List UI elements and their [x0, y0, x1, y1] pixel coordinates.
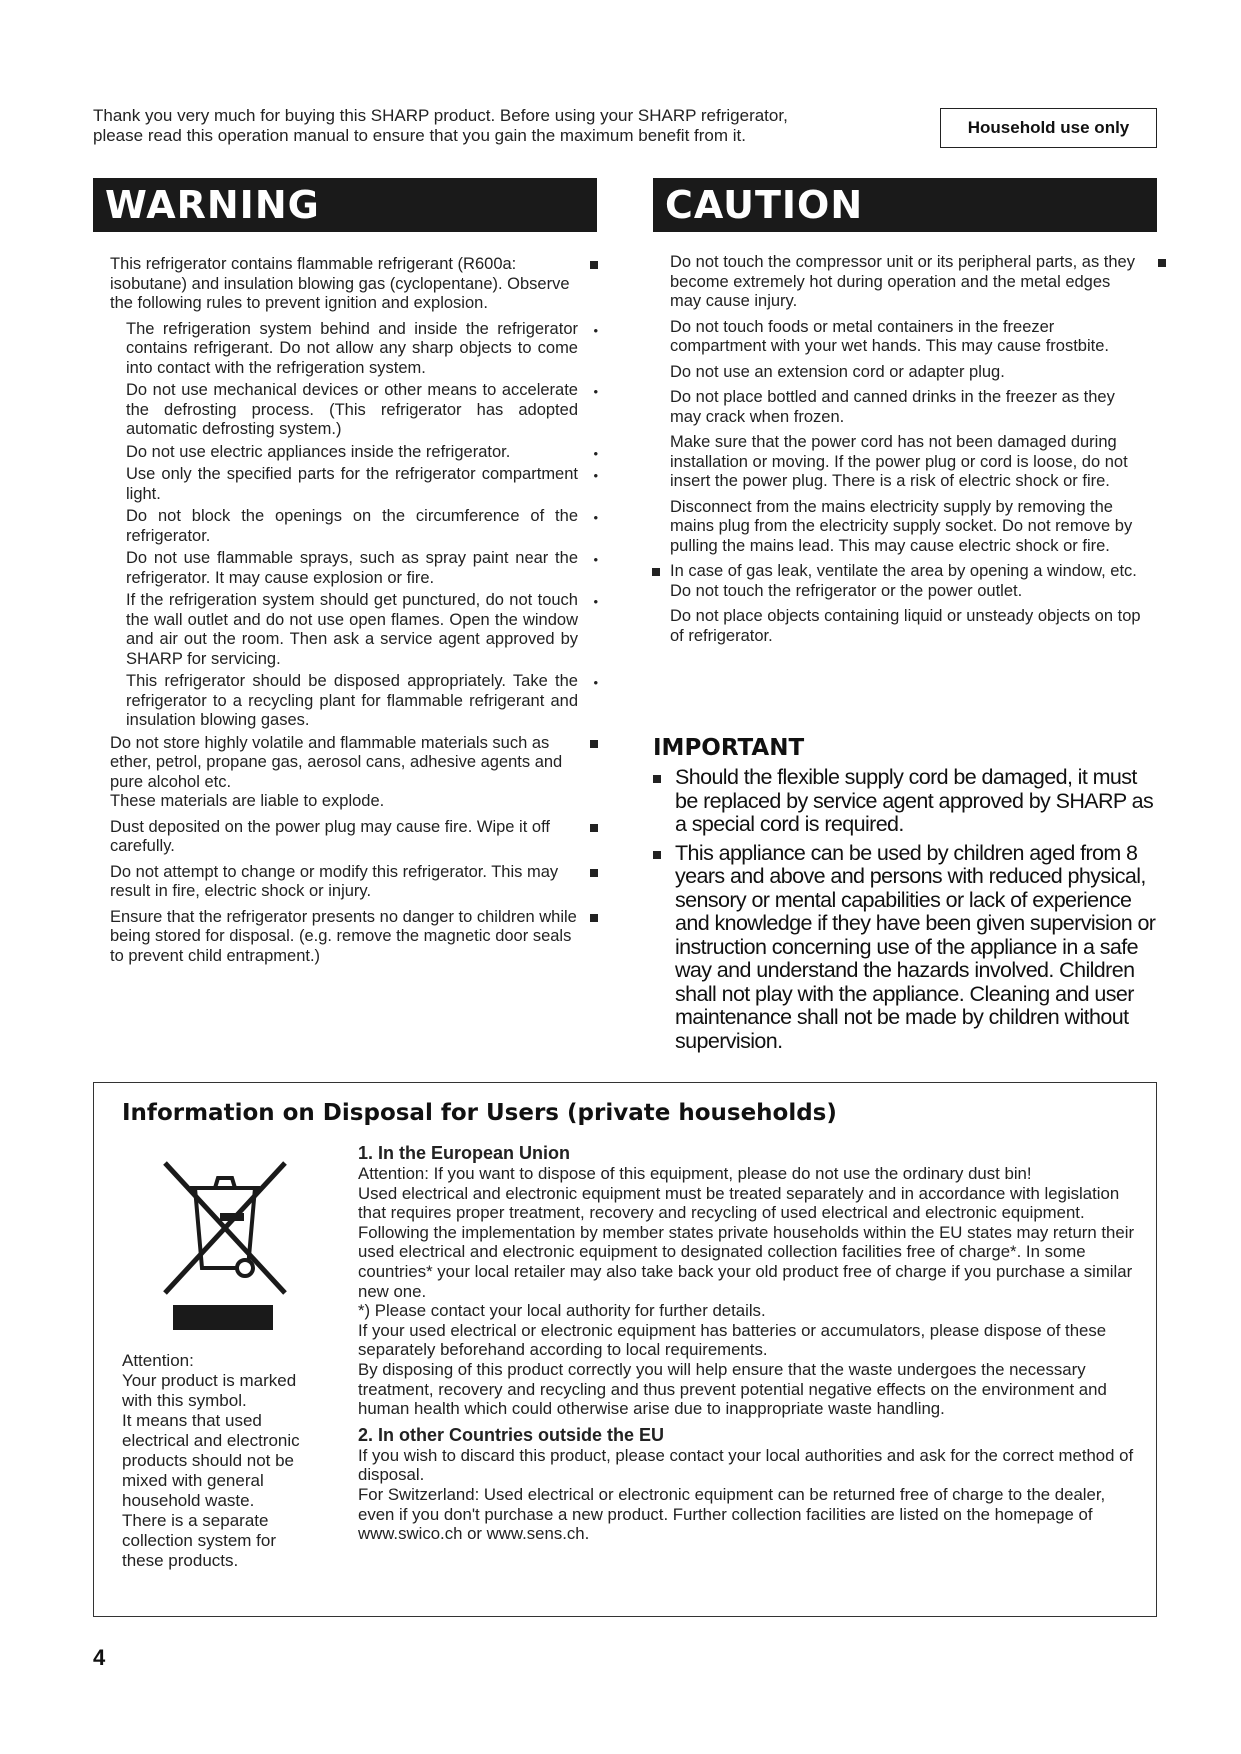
crossed-out-wheelie-bin-icon: [160, 1158, 290, 1298]
dot-bullet-icon: •: [593, 510, 598, 525]
page-number: 4: [93, 1645, 106, 1670]
intro-line-1: Thank you very much for buying this SHARP product. Before using your SHARP refrigerator,: [93, 106, 788, 125]
square-bullet-icon: [590, 740, 598, 748]
warning-banner: WARNING: [93, 178, 597, 232]
caution-item: [670, 388, 1160, 427]
square-bullet-icon: [590, 914, 598, 922]
eu-paragraph: Following the implementation by member states private households within the EU states may return their used electrical and electronic equipment to designated collection facilities free of charge*. In some countries* your local retailer may also take back your old product free of charge if you purchase a similar new one.: [358, 1222, 1135, 1301]
caution-item-text: Make sure that the power cord has not been damaged during installation or moving. If the power plug or cord is loose, do not insert the power plug. There is a risk of electric shock or fire.: [670, 433, 1128, 490]
warning-sub-item: [126, 443, 604, 463]
caution-item: [670, 607, 1160, 646]
warning-sub-item: [126, 507, 604, 546]
caution-gas-leak-item: [650, 562, 1160, 601]
warning-sub-item: [126, 672, 604, 731]
dot-bullet-icon: •: [593, 594, 598, 609]
eu-paragraph: Used electrical and electronic equipment must be treated separately and in accordance with legislation that requires proper treatment, recovery and recycling of used electrical and electronic equipment.: [358, 1183, 1120, 1223]
important-item: [653, 842, 1158, 1054]
square-bullet-icon: [590, 869, 598, 877]
caution-item: [670, 433, 1160, 492]
disposal-title: Information on Disposal for Users (private households): [122, 1100, 837, 1126]
square-bullet-icon: [652, 568, 660, 576]
warning-item: [110, 863, 604, 902]
caution-item-text: Do not place objects containing liquid or unsteady objects on top of refrigerator.: [670, 607, 1141, 645]
important-heading: IMPORTANT: [653, 735, 805, 761]
caution-item: [670, 318, 1160, 357]
square-bullet-icon: [590, 824, 598, 832]
warning-section: [110, 255, 604, 972]
disposal-text: [358, 1143, 1138, 1544]
warning-item-text: Do not store highly volatile and flammable materials such as ether, petrol, propane gas, aerosol cans, adhesive agents and pure alcohol etc. These materials are liable to explode.: [110, 733, 563, 810]
weee-bar: [173, 1305, 273, 1330]
warning-item-text: Dust deposited on the power plug may cause fire. Wipe it off carefully.: [110, 817, 550, 855]
warning-item: [110, 908, 604, 967]
caution-item: [670, 363, 1160, 383]
dot-bullet-icon: •: [593, 445, 598, 461]
warning-lead: [110, 255, 604, 314]
disposal-attention-note: Attention: Your product is marked with this symbol. It means that used electrical and electronic products should not be mixed with general household waste. There is a separate collection system for these products.: [122, 1351, 300, 1570]
non-eu-paragraph: If you wish to discard this product, please contact your local authorities and ask for the correct method of disposal.: [358, 1445, 1134, 1485]
warning-lead-text: This refrigerator contains flammable refrigerant (R600a: isobutane) and insulation blowing gas (cyclopentane). Observe the following rules to prevent ignition and explosion.: [110, 255, 570, 312]
caution-item-text: Disconnect from the mains electricity supply by removing the mains plug from the electricity supply socket. Do not remove by pulling the mains lead. This may cause electric shock or fire.: [670, 497, 1133, 555]
caution-banner: CAUTION: [653, 178, 1157, 232]
caution-item-text: Do not touch the compressor unit or its peripheral parts, as they become extremely hot during operation and the metal edges may cause injury.: [670, 253, 1135, 310]
caution-item-text: Do not use an extension cord or adapter plug.: [670, 362, 1005, 381]
caution-item-text: In case of gas leak, ventilate the area by opening a window, etc. Do not touch the refrigerator or the power outlet.: [670, 562, 1137, 600]
caution-section: [670, 253, 1160, 652]
square-bullet-icon: [653, 851, 661, 859]
warning-item: [110, 818, 604, 857]
dot-bullet-icon: •: [593, 468, 598, 483]
dot-bullet-icon: •: [593, 675, 598, 690]
non-eu-paragraph: For Switzerland: Used electrical or electronic equipment can be returned free of charge to the dealer, even if you don't purchase a new product. Further collection facilities are listed on the homepage of www.swico.ch or www.sens.ch.: [358, 1484, 1106, 1544]
eu-heading: 1. In the European Union: [358, 1143, 571, 1163]
warning-item-text: Ensure that the refrigerator presents no danger to children while being stored for disposal. (e.g. remove the magnetic door seals to prevent child entrapment.): [110, 907, 577, 965]
eu-paragraph: *) Please contact your local authority for further details.: [358, 1301, 766, 1321]
caution-item-text: Do not touch foods or metal containers in the freezer compartment with your wet hands. This may cause frostbite.: [670, 317, 1109, 355]
important-item: [653, 766, 1158, 837]
caution-item: [670, 253, 1160, 312]
warning-sub-item: [126, 381, 604, 440]
eu-paragraph: If your used electrical or electronic equipment has batteries or accumulators, please dispose of these separately beforehand according to local requirements.: [358, 1320, 1107, 1360]
warning-sub-item: [126, 549, 604, 588]
important-item-text: This appliance can be used by children aged from 8 years and above and persons with reduced physical, sensory or mental capabilities or lack of experience and knowledge if they have been given supervision or instruction concerning use of the appliance in a safe way and understand the hazards involved. Children shall not play with the appliance. Cleaning and user maintenance shall not be made by children without supervision.: [675, 840, 1156, 1053]
intro-text: [93, 106, 893, 146]
warning-sub-item-text: If the refrigeration system should get punctured, do not touch the wall outlet and do not use open flames. Open the window and air out the room. Then ask a service agent approved by SHARP for servicing.: [126, 591, 578, 668]
warning-sub-item: [126, 465, 604, 504]
warning-sub-item-text: Do not use electric appliances inside the refrigerator.: [126, 442, 511, 461]
eu-paragraph: By disposing of this product correctly you will help ensure that the waste undergoes the necessary treatment, recovery and recycling and thus prevent potential negative effects on the environment and human health which could otherwise arise due to inappropriate waste handling.: [358, 1359, 1107, 1419]
dot-bullet-icon: •: [593, 384, 598, 399]
household-use-badge: Household use only: [940, 108, 1157, 148]
caution-item-text: Do not place bottled and canned drinks in the freezer as they may crack when frozen.: [670, 388, 1115, 426]
warning-sub-item-text: Do not use flammable sprays, such as spray paint near the refrigerator. It may cause explosion or fire.: [126, 549, 578, 587]
dot-bullet-icon: •: [593, 322, 598, 338]
square-bullet-icon: [590, 261, 598, 269]
warning-sub-item: [126, 591, 604, 669]
warning-sub-item-text: The refrigeration system behind and inside the refrigerator contains refrigerant. Do not allow any sharp objects to come into contact with the refrigeration system.: [126, 319, 578, 377]
caution-item: [670, 498, 1160, 557]
important-item-text: Should the flexible supply cord be damaged, it must be replaced by service agent approved by SHARP as a special cord is required.: [675, 765, 1154, 836]
warning-item-text: Do not attempt to change or modify this refrigerator. This may result in fire, electric shock or injury.: [110, 862, 559, 900]
square-bullet-icon: [653, 775, 661, 783]
warning-sub-list: [110, 320, 604, 731]
warning-sub-item-text: Do not block the openings on the circumference of the refrigerator.: [126, 507, 578, 545]
warning-sub-item: [126, 320, 604, 379]
warning-sub-item-text: Use only the specified parts for the refrigerator compartment light.: [126, 465, 578, 503]
intro-line-2: please read this operation manual to ensure that you gain the maximum benefit from it.: [93, 126, 746, 145]
eu-paragraph: Attention: If you want to dispose of this equipment, please do not use the ordinary dust bin!: [358, 1164, 1032, 1183]
warning-item: [110, 734, 604, 812]
square-bullet-icon: [1158, 259, 1166, 267]
warning-sub-item-text: This refrigerator should be disposed appropriately. Take the refrigerator to a recycling plant for flammable refrigerant and insulation blowing gases.: [126, 672, 578, 729]
warning-sub-item-text: Do not use mechanical devices or other means to accelerate the defrosting process. (This refrigerator has adopted automatic defrosting system.): [126, 381, 578, 438]
dot-bullet-icon: •: [593, 552, 598, 567]
important-list: [653, 766, 1158, 1058]
non-eu-heading: 2. In other Countries outside the EU: [358, 1424, 665, 1445]
